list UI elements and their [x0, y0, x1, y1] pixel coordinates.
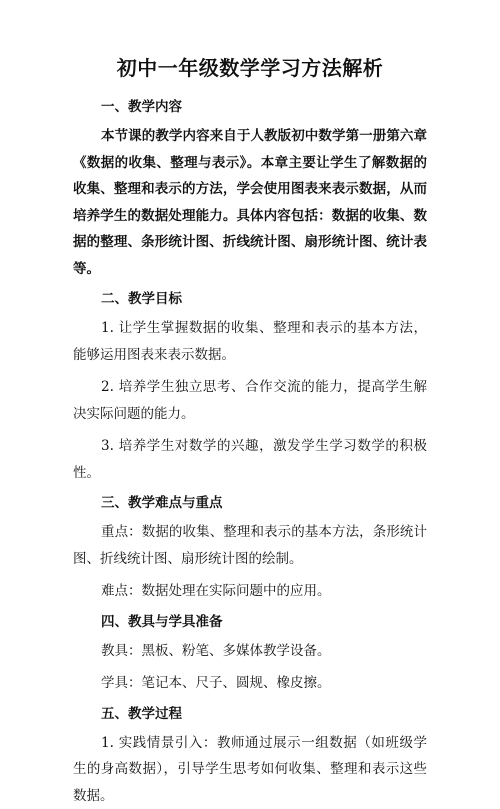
section-heading: 五、教学过程 — [73, 703, 427, 725]
section-heading: 四、教具与学具准备 — [73, 611, 427, 633]
paragraph: 学具：笔记本、尺子、圆规、橡皮擦。 — [73, 670, 427, 697]
section-teaching-content — [73, 96, 427, 282]
section-heading: 一、教学内容 — [73, 96, 427, 118]
section-teaching-goals — [73, 288, 427, 486]
document-title: 初中一年级数学学习方法解析 — [73, 54, 427, 82]
paragraph: 1. 让学生掌握数据的收集、整理和表示的基本方法，能够运用图表来表示数据。 — [73, 315, 427, 368]
paragraph: 2. 培养学生独立思考、合作交流的能力，提高学生解决实际问题的能力。 — [73, 374, 427, 427]
section-difficulties-focus — [73, 492, 427, 605]
paragraph: 教具：黑板、粉笔、多媒体教学设备。 — [73, 638, 427, 665]
section-teaching-process — [73, 703, 427, 809]
paragraph: 难点：数据处理在实际问题中的应用。 — [73, 578, 427, 605]
section-teaching-aids — [73, 611, 427, 697]
section-heading: 三、教学难点与重点 — [73, 492, 427, 514]
paragraph: 重点：数据的收集、整理和表示的基本方法，条形统计图、折线统计图、扇形统计图的绘制。 — [73, 519, 427, 572]
paragraph: 1. 实践情景引入：教师通过展示一组数据（如班级学生的身高数据），引导学生思考如何收集、整理和表示这些数据。 — [73, 730, 427, 809]
paragraph: 3. 培养学生对数学的兴趣，激发学生学习数学的积极性。 — [73, 433, 427, 486]
paragraph: 本节课的教学内容来自于人教版初中数学第一册第六章《数据的收集、整理与表示》。本章主要让学生了解数据的收集、整理和表示的方法，学会使用图表来表示数据，从而培养学生的数据处理能力。具体内容包括：数据的收集、数据的整理、条形统计图、折线统计图、扇形统计图、统计表等。 — [73, 123, 427, 282]
section-heading: 二、教学目标 — [73, 288, 427, 310]
